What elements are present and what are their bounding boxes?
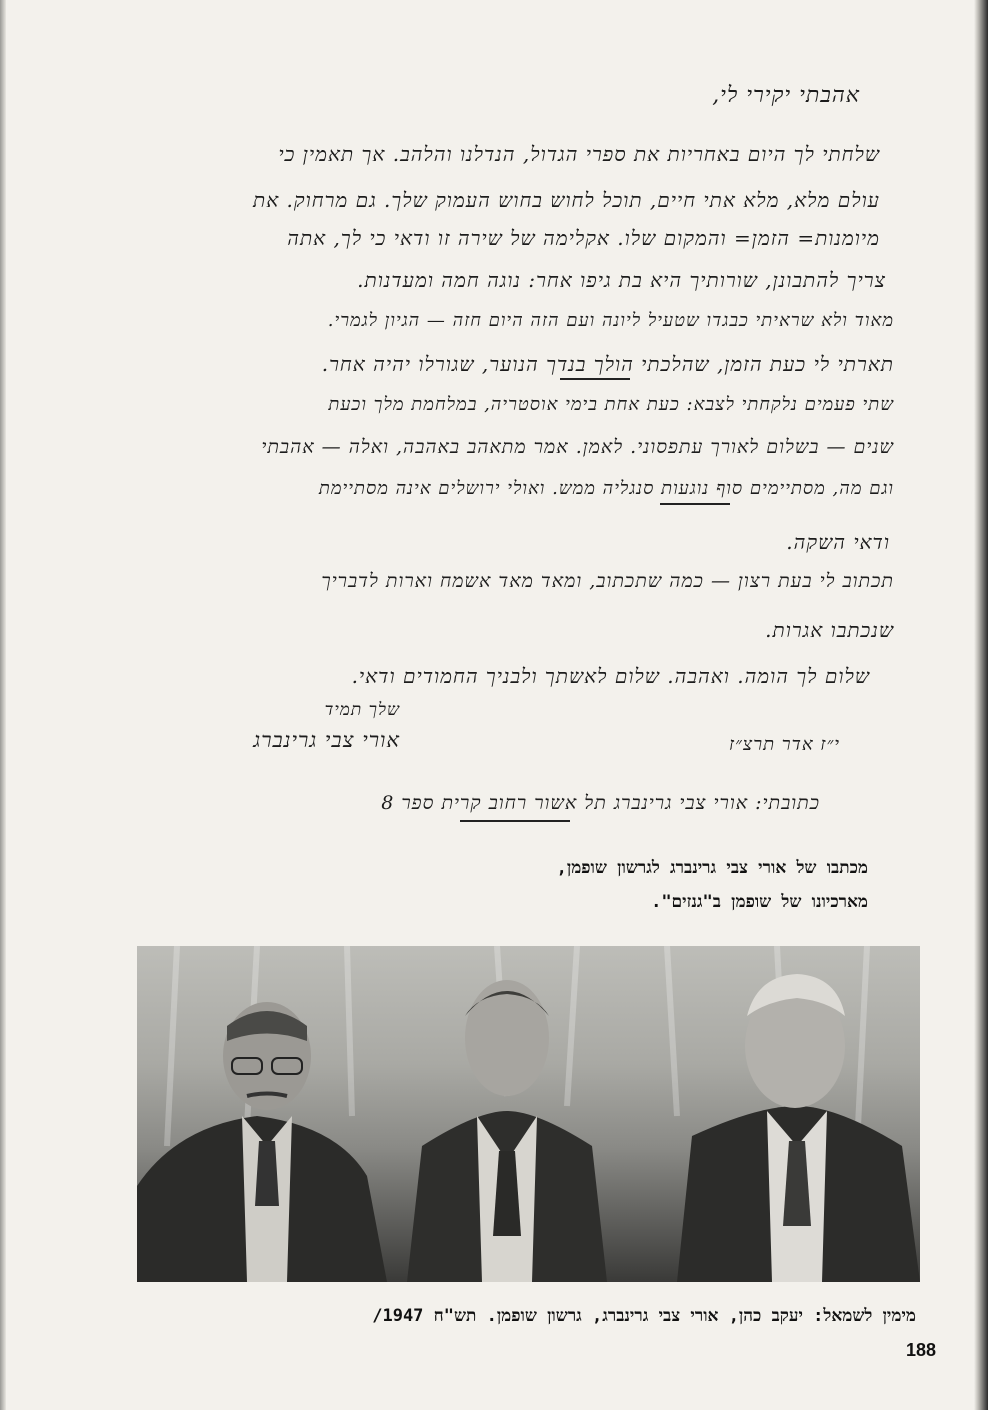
letter-line: שלום לך הומה. ואהבה. שלום לאשתך ולבניך החמודים ודאי. <box>351 664 870 688</box>
letter-line: שנכתבו אגרות. <box>765 618 894 642</box>
letter-line: שנים — בשלום לאורך עתפסוני. לאמן. אמר מתאהב באהבה, ואלה — אהבתי <box>261 436 894 458</box>
return-address: כתובתי: אורי צבי גרינברג תל אשור רחוב קרית ספר 8 <box>381 792 820 814</box>
letter-line: תכתוב לי בעת רצון — כמה שתכתוב, ומאד מאד אשמח וארות לדבריך <box>321 570 894 592</box>
letter-line: עולם מלא, מלא אתי חיים, תוכל לחוש בחוש העמוק שלך. גם מרחוק. את <box>253 188 880 212</box>
letter-line: מאוד ולא שראיתי כבגדו שטעיל ליונה ועם הזה היום חזה — הגיון לגמרי. <box>327 310 894 331</box>
photo-caption: מימין לשמאל: יעקב כהן, אורי צבי גרינברג, גרשון שופמן. תש"ח 1947/ <box>372 1306 916 1326</box>
page-left-edge <box>0 0 6 1410</box>
letter-line: שלחתי לך היום באחריות את ספרי הגדול, הנדלנו והלהב. אך תאמין כי <box>278 142 880 166</box>
group-photograph <box>137 946 920 1282</box>
signature-name: אורי צבי גרינברג <box>253 728 400 752</box>
page-number: 188 <box>905 1340 936 1360</box>
underline-mark <box>460 820 570 822</box>
underline-mark <box>560 378 630 380</box>
letter-line: צריך להתבונן, שורותיך היא בת גיפו אחר: נוגה חמה ומעדנות. <box>357 268 886 292</box>
letter-line: תארתי לי כעת הזמן, שהלכתי הולך בנדך הנוער, שגורלו יהיה אחר. <box>321 352 894 376</box>
letter-date: י״ז אדר תרצ״ז <box>728 734 840 755</box>
letter-line: שתי פעמים נלקחתי לצבא: כעת אחת בימי אוסטריה, במלחמת מלך וכעת <box>328 394 894 415</box>
letter-line: ודאי השקה. <box>786 530 890 554</box>
underline-mark <box>660 503 730 505</box>
letter-caption-line-1: מכתבו של אורי צבי גרינברג לגרשון שופמן, <box>556 858 868 878</box>
letter-line: וגם מה, מסתיימים סוף נוגעות סנגליה ממש. ואולי ירושלים אינה מסתיימת <box>318 478 894 499</box>
page-right-edge <box>974 0 988 1410</box>
handwritten-letter <box>120 60 894 850</box>
letter-line: מיומנות= הזמן= והמקום שלו. אקלימה של שירה זו ודאי כי לך, אתה <box>287 226 880 250</box>
letter-caption-line-2: מארכיונו של שופמן ב"גנזים". <box>651 892 868 912</box>
signature-label: שלך תמיד <box>324 700 400 720</box>
letter-greeting: אהבתי יקירי לי, <box>712 83 860 108</box>
